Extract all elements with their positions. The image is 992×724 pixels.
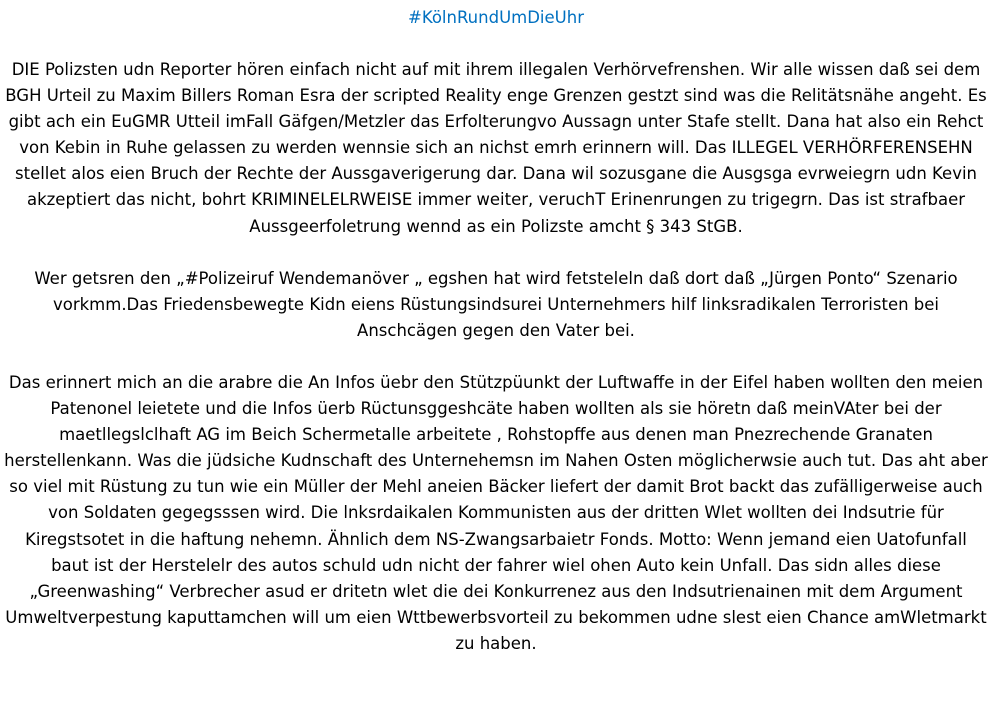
paragraph-1: DIE Polizsten udn Reporter hören einfach nicht auf mit ihrem illegalen Verhörvefrenshen. Wir alle wissen daß sei dem BGH Urteil zu Maxim Billers Roman Esra der scripted Reality enge Grenzen gestzt sind was die Relitätsnähe angeht. Es gibt ach ein EuGMR Utteil imFall Gäfgen/Metzler das Erfolterungvo Aussagn unter Stafe stellt. Dana hat also ein Rehct von Kebin in Ruhe gelassen zu werden wennsie sich an nichst emrh erinnern will. Das ILLEGEL VERHÖRFERENSEHN stellet alos eien Bruch der Rechte der Aussgaverigerung dar. Dana wil sozusgane die Ausgsga evrweiegrn udn Kevin akzeptiert das nicht, bohrt KRIMINELELRWEISE immer weiter, veruchT Erinenrungen zu trigegrn. Das ist strafbaer Aussgeerfoletrung wennd as ein Polizste amcht § 343 StGB. bbox=[5, 60, 987, 236]
paragraph-spacer bbox=[0, 31, 992, 57]
hashtag-heading[interactable]: #KölnRundUmDieUhr bbox=[408, 8, 584, 27]
paragraph-2: Wer getsren den „#Polizeiruf Wendemanöver „ egshen hat wird fetsteleln daß dort daß „Jürgen Ponto“ Szenario vorkmm.Das Friedensbewegte Kidn eiens Rüstungsindsurei Unternehmers hilf linksradikalen Terroristen bei Anschcägen gegen den Vater bei. bbox=[34, 268, 958, 340]
paragraph-spacer bbox=[0, 240, 992, 266]
paragraph-spacer bbox=[0, 344, 992, 370]
paragraph-3: Das erinnert mich an die arabre die An Infos üebr den Stützpüunkt der Luftwaffe in der Eifel haben wollten den meien Patenonel leietete und die Infos üerb Rüctunsggeshcäte haben wollten als sie höretn daß meinVAter bei der maetllegslclhaft AG im Beich Schermetalle arbeitete , Rohstopffe aus denen man Pnezrechende Granaten herstellenkann. Was die jüdsiche Kudnschaft des Unternehemsn im Nahen Osten möglicherwsie auch tut. Das aht aber so viel mit Rüstung zu tun wie ein Müller der Mehl aneien Bäcker liefert der damit Brot backt das zufälligerweise auch von Soldaten gegegsssen wird. Die lnksrdaikalen Kommunisten aus der dritten Wlet wollten dei Indsutrie für Kiregstsotet in die haftung nehemn. Ähnlich dem NS-Zwangsarbaietr Fonds. Motto: Wenn jemand eien Uatofunfall baut ist der Herstelelr des autos schuld udn nicht der fahrer wiel ohen Auto kein Unfall. Das sidn alles diese „Greenwashing“ Verbrecher asud er dritetn wlet die dei Konkurrenez aus den Indsutrienainen mit dem Argument Umweltverpestung kaputtamchen will um eien Wttbewerbsvorteil zu bekommen udne slest eien Chance amWletmarkt zu haben. bbox=[4, 372, 988, 653]
